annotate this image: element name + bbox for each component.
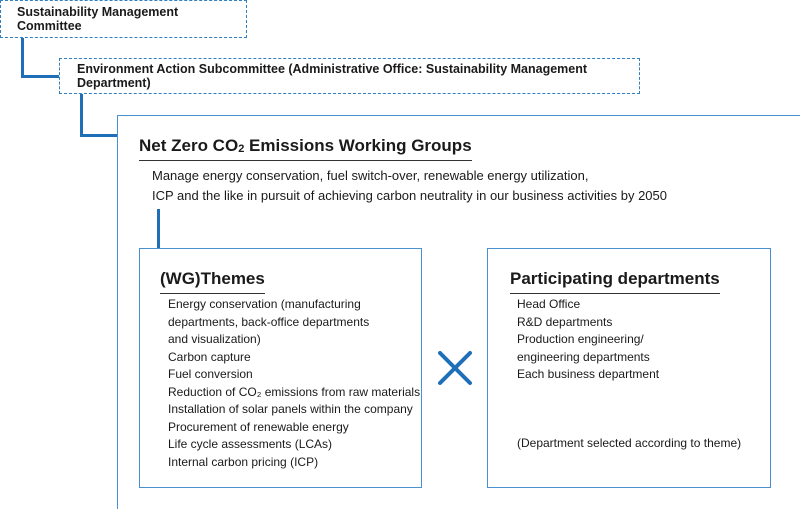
list-item: R&D departments [517,314,613,329]
list-item: engineering departments [517,349,650,364]
connector-vertical-1 [21,38,24,78]
themes-title: (WG)Themes [160,269,265,294]
times-icon [437,350,473,386]
departments-title: Participating departments [510,269,720,294]
list-item: Each business department [517,367,660,381]
committee-label: Sustainability Management Committee [17,5,179,33]
departments-note: (Department selected according to theme) [517,436,742,450]
working-groups-title: Net Zero $CO_2$ Emissions Working Groups [139,136,472,161]
list-item: Life cycle assessments (LCAs) [168,437,333,451]
committee-box [0,0,247,38]
list-item: Reduction of CO₂ emissions from raw materials [168,384,421,399]
connector-horizontal-1 [21,75,59,78]
list-item: and visualization) [168,332,261,346]
list-item: Energy conservation (manufacturing [168,297,361,311]
list-item: Head Office [517,297,581,311]
list-item: Internal carbon pricing (ICP) [168,454,319,469]
list-item: Production engineering/ [517,332,644,346]
list-item: Procurement of renewable energy [168,419,349,434]
list-item: Fuel conversion [168,367,253,381]
connector-vertical-3 [157,209,160,248]
themes-list [168,296,420,471]
subcommittee-box [59,58,640,94]
description-line: ICP and the like in pursuit of achieving carbon neutrality in our business activities by 2050 [152,188,667,203]
connector-vertical-2 [80,94,83,137]
departments-panel [487,248,771,488]
list-item: departments, back-office departments [168,314,370,329]
description-line: Manage energy conservation, fuel switch-over, renewable energy utilization, [152,168,589,183]
subcommittee-label: Environment Action Subcommittee (Administrative Office: Sustainability Management Department) [77,62,588,90]
departments-list [517,296,659,384]
themes-panel [139,248,422,488]
list-item: Carbon capture [168,349,251,364]
connector-horizontal-2 [80,134,118,137]
list-item: Installation of solar panels within the company [168,402,413,416]
working-groups-description [152,166,667,206]
